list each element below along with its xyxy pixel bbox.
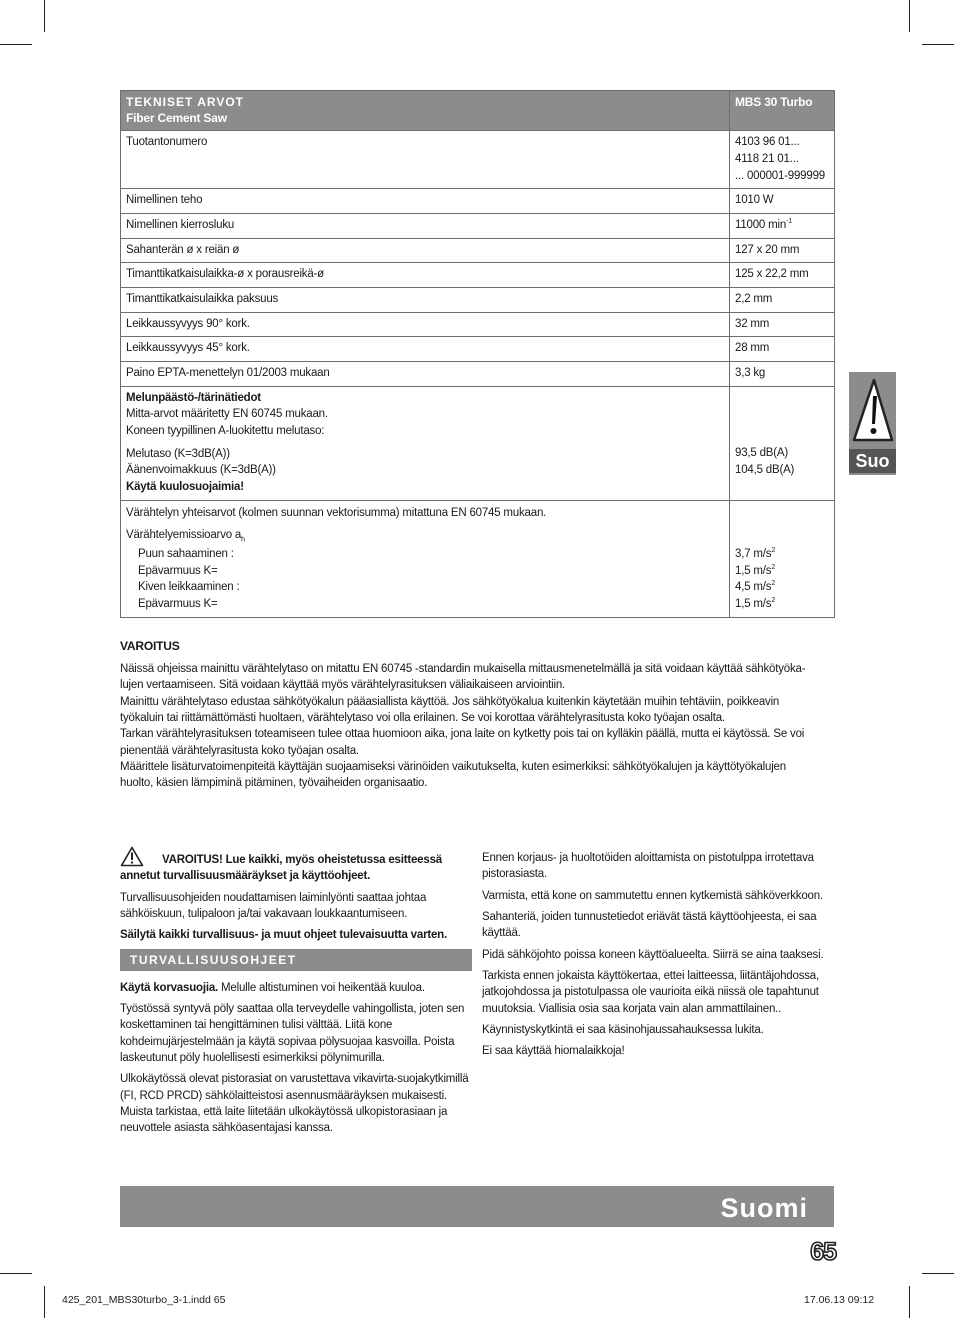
- vibration-item: Epävarmuus K=: [138, 597, 218, 610]
- crop-mark: [922, 1273, 954, 1274]
- noise-title: Melunpäästö-/tärinätiedot: [126, 391, 261, 404]
- warning-line: Määrittele lisäturvatoimenpiteitä käyttäjän suojaamiseksi värinöiden vaikutukselta, kuten esimerkiksi: sähkötyökalujen ja käyttötyökalujen: [120, 761, 786, 773]
- spec-label: Sahanterän ø x reiän ø: [121, 238, 730, 263]
- spec-value: 11000 min: [735, 219, 787, 232]
- spec-label: Leikkaussyvyys 45° kork.: [121, 337, 730, 362]
- paragraph: Tarkista ennen jokaista käyttökertaa, ettei laitteessa, liitäntäjohdossa, jatkojohdossa ja pistotulpassa ole vaurioita eikä niissä ole tapahtunut muutoksia. Viallisia osia saa korjata vain alan ammattilainen..: [482, 969, 819, 1015]
- warning-line: Näissä ohjeissa mainittu värähtelytaso on mitattu EN 60745 -standardin mukaisella mittausmenetelmällä ja sitä voidaan käyttää sähkötyöka-: [120, 663, 806, 676]
- table-row: [121, 131, 835, 189]
- spec-label: Paino EPTA-menettelyn 01/2003 mukaan: [121, 362, 730, 387]
- vibration-item: Epävarmuus K=: [138, 564, 218, 577]
- noise-warning: Käytä kuulosuojaimia!: [126, 481, 244, 494]
- warning-line: Mainittu värähtelytaso edustaa sähkötyökalun pääasiallista käyttöä. Jos sähkötyökalua kuitenkin käytetään muihin tehtäviin, poikkeavin: [120, 695, 780, 708]
- table-row: [121, 337, 835, 362]
- vibration-item: Puun sahaaminen :: [138, 547, 234, 560]
- paragraph: Sahanteriä, joiden tunnustetiedot eriävät tästä käyttöohjeesta, ei saa käyttää.: [482, 910, 817, 940]
- table-row: [121, 288, 835, 313]
- crop-mark: [909, 1286, 910, 1318]
- spec-label: Tuotantonumero: [121, 131, 730, 189]
- spec-title: TEKNISET ARVOT: [126, 95, 245, 109]
- paragraph: Pidä sähköjohto poissa koneen käyttöalueelta. Siirrä se aina taaksesi.: [482, 948, 824, 961]
- crop-mark: [909, 0, 910, 32]
- spec-label: Nimellinen kierrosluku: [121, 214, 730, 239]
- spec-value: 3,3 kg: [730, 362, 835, 387]
- spec-value: 2,2 mm: [730, 288, 835, 313]
- paragraph: Ennen korjaus- ja huoltotöiden aloittamista on pistotulppa irrotettava pistorasiasta.: [482, 852, 814, 881]
- unit-sup: 2: [771, 597, 776, 605]
- noise-item: Äänenvoimakkuus (K=3dB(A)): [126, 464, 276, 477]
- spec-value: 32 mm: [730, 312, 835, 337]
- table-row-vibration: [121, 500, 835, 617]
- paragraph: Ulkokäytössä olevat pistorasiat on varustettava vikavirta-suojakytkimillä (FI, RCD PRCD) sähkölaitteistosi asennusmääräyksen mukaisesti. Muista tarkistaa, että laite liitetään ulkokäytössä ulkopistorasiaan ja neuvottele asiasta sähköasentajasi kanssa.: [120, 1073, 469, 1135]
- vibration-label: Värähtelyemissioarvo a: [126, 529, 242, 542]
- warning-line: huolto, käsien lämpiminä pitäminen, työvaiheiden organisaatio.: [120, 777, 428, 790]
- spec-value: 4103 96 01...: [735, 136, 800, 149]
- vibration-value: 3,7 m/s: [735, 547, 772, 560]
- spec-value: ... 000001-999999: [735, 169, 825, 182]
- warning-line: työkaluin tai riittämättömästi huoltaen, värähtelytaso voi olla erilainen. Se voi korottaa värähtelyrasitusta koko työajan osalta.: [120, 712, 725, 725]
- spec-value: 4118 21 01...: [735, 153, 799, 166]
- vibration-warning-block: [120, 638, 834, 792]
- language-footer-bar: [120, 1186, 834, 1227]
- unit-sup: 2: [771, 547, 776, 555]
- noise-value: 104,5 dB(A): [735, 464, 795, 477]
- table-row: [121, 214, 835, 239]
- crop-mark: [0, 1273, 32, 1274]
- date-slug: 17.06.13 09:12: [804, 1294, 875, 1306]
- table-row-noise: [121, 386, 835, 500]
- paragraph: Ei saa käyttää hiomalaikkoja!: [482, 1045, 625, 1058]
- spec-table-header: [121, 91, 835, 131]
- left-column: [120, 846, 472, 1142]
- spec-value: 127 x 20 mm: [730, 238, 835, 263]
- spec-label: Leikkaussyvyys 90° kork.: [121, 312, 730, 337]
- vibration-label-sub: h: [241, 536, 245, 544]
- spec-value: 28 mm: [730, 337, 835, 362]
- paragraph-bold: Säilytä kaikki turvallisuus- ja muut ohjeet tulevaisuutta varten.: [120, 929, 447, 942]
- vibration-value: 4,5 m/s: [735, 581, 772, 594]
- spec-subtitle: Fiber Cement Saw: [126, 111, 227, 126]
- table-row: [121, 238, 835, 263]
- noise-item: Melutaso (K=3dB(A)): [126, 447, 230, 460]
- noise-text: Koneen tyypillinen A-luokitettu melutaso:: [126, 425, 325, 438]
- spec-label: Timanttikatkaisulaikka paksuus: [121, 288, 730, 313]
- safety-warning-heading: VAROITUS! Lue kaikki, myös oheistetussa esitteessä annetut turvallisuusmääräykset ja käyttöohjeet.: [120, 854, 442, 883]
- table-row: [121, 263, 835, 288]
- spec-label: Timanttikatkaisulaikka-ø x porausreikä-ø: [121, 263, 730, 288]
- paragraph: Varmista, että kone on sammutettu ennen kytkemistä sähköverkkoon.: [482, 889, 823, 902]
- warning-triangle-icon: [120, 846, 144, 867]
- spec-value-sup: -1: [786, 218, 792, 226]
- unit-sup: 2: [771, 580, 776, 588]
- spec-table: [120, 90, 835, 618]
- unit-sup: 2: [771, 563, 776, 571]
- side-tab-label: Suo: [849, 449, 896, 473]
- crop-mark: [0, 44, 32, 45]
- paragraph: Käynnistyskytkintä ei saa käsinohjaussahauksessa lukita.: [482, 1023, 764, 1036]
- crop-mark: [44, 0, 45, 32]
- warning-title: VAROITUS: [120, 639, 180, 653]
- warning-triangle-icon: [852, 376, 894, 446]
- paragraph: Turvallisuusohjeiden noudattamisen laiminlyönti saattaa johtaa sähköiskuun, tulipaloon ja/tai vakavaan loukkaantumiseen.: [120, 891, 427, 920]
- noise-value: 93,5 dB(A): [735, 447, 788, 460]
- table-row: [121, 312, 835, 337]
- vibration-item: Kiven leikkaaminen :: [138, 581, 240, 594]
- vibration-value: 1,5 m/s: [735, 597, 772, 610]
- crop-mark: [922, 44, 954, 45]
- paragraph: Melulle altistuminen voi heikentää kuuloa.: [218, 981, 425, 994]
- table-row: [121, 189, 835, 214]
- noise-text: Mitta-arvot määritetty EN 60745 mukaan.: [126, 408, 328, 421]
- language-label: Suomi: [720, 1193, 808, 1223]
- spec-value: 1010 W: [730, 189, 835, 214]
- ear-protection-lead: Käytä korvasuojia.: [120, 981, 219, 994]
- language-side-tab: [849, 372, 896, 475]
- section-heading: TURVALLISUUSOHJEET: [120, 949, 472, 971]
- warning-line: pienentää värähtelyrasitusta koko työajan osalta.: [120, 744, 359, 757]
- right-column: [482, 850, 834, 1065]
- vibration-intro: Värähtelyn yhteisarvot (kolmen suunnan vektorisumma) mitattuna EN 60745 mukaan.: [126, 506, 547, 519]
- spec-label: Nimellinen teho: [121, 189, 730, 214]
- spec-value: 125 x 22,2 mm: [730, 263, 835, 288]
- warning-line: lujen vertaamiseen. Sitä voidaan käyttää myös värähtelyrasituksen väliaikaiseen arviointiin.: [120, 679, 566, 692]
- page-number: 65: [810, 1238, 836, 1266]
- paragraph: Työstössä syntyvä pöly saattaa olla terveydelle vahingollista, joten sen koskettaminen tai hengittäminen tulisi välttää. Liitä kone kohdeimujärjestelmään ja käytä sopivaa pölysuojaa kasvoilla. Poista laskeutunut pöly huolellisesti esimerkiksi pölynimurilla.: [120, 1002, 465, 1064]
- warning-line: Tarkan värähtelyrasituksen toteamiseen tulee ottaa huomioon aika, jona laite on kytketty pois tai on kylläkin päällä, mutta ei käytössä. Se voi: [120, 728, 805, 741]
- vibration-value: 1,5 m/s: [735, 564, 772, 577]
- table-row: [121, 362, 835, 387]
- file-slug: 425_201_MBS30turbo_3-1.indd 65: [62, 1294, 226, 1306]
- crop-mark: [44, 1286, 45, 1318]
- spec-model: MBS 30 Turbo: [730, 91, 835, 131]
